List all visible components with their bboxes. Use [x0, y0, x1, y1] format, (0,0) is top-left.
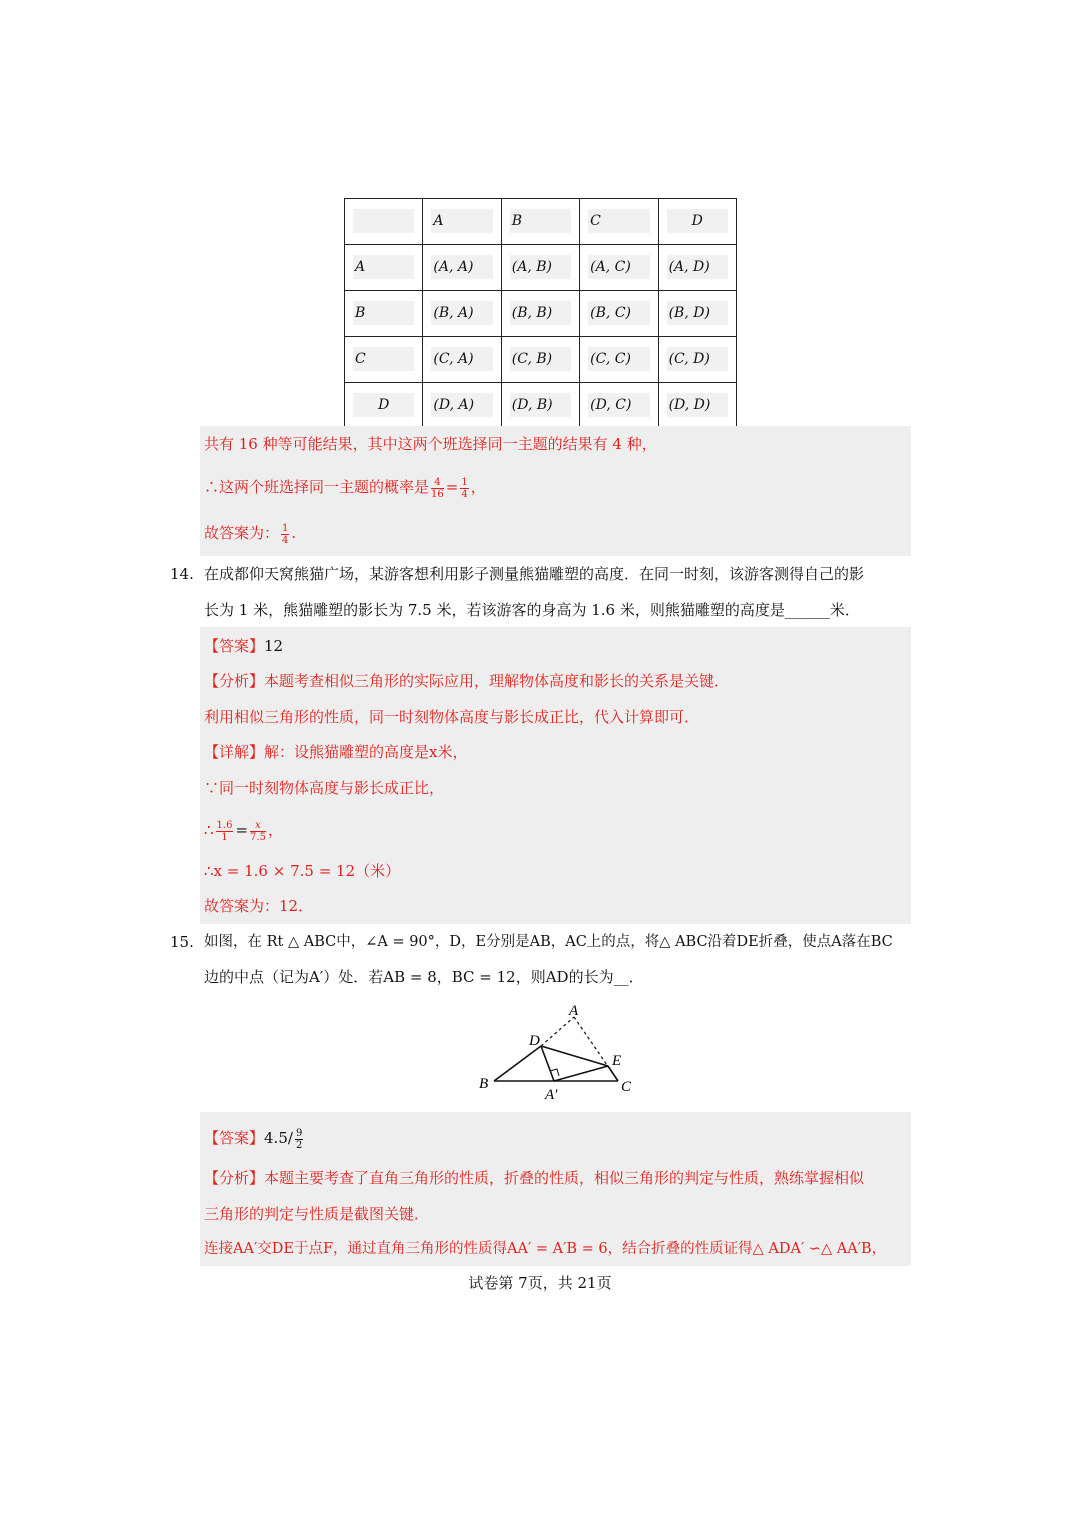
table-cell: (C, D): [658, 337, 736, 383]
segment-a-prime-e: [554, 1066, 608, 1081]
table-cell: (D, D): [658, 383, 736, 429]
table-cell: (A, D): [658, 245, 736, 291]
q14-analysis-line2: 利用相似三角形的性质，同一时刻物体高度与影长成正比，代入计算即可．: [204, 708, 700, 726]
fraction: $\frac{1.6}{1}$: [216, 819, 233, 843]
side-bd: [494, 1046, 541, 1081]
label-b: B: [479, 1076, 489, 1092]
page-footer: 试卷第 7页，共 21页: [468, 1274, 612, 1292]
q15-number: 15.: [170, 933, 194, 951]
table-cell: (B, A): [423, 291, 501, 337]
table-cell: (D, C): [580, 383, 658, 429]
table-cell: (D, B): [501, 383, 579, 429]
table-cell: C: [580, 199, 658, 245]
table-cell: (B, D): [658, 291, 736, 337]
q14-number: 14.: [170, 565, 194, 583]
q14-detail: 【详解】解：设熊猫雕塑的高度是x米，: [204, 743, 468, 761]
table-header-row: [345, 199, 737, 245]
table-row: [345, 383, 737, 429]
table-cell: A: [423, 199, 501, 245]
table-cell: (A, A): [423, 245, 501, 291]
fraction: $\frac{1}{4}$: [282, 522, 289, 546]
label-d: D: [529, 1033, 540, 1049]
table-cell: B: [345, 291, 423, 337]
triangle-figure: [470, 1000, 640, 1105]
table-cell: (C, A): [423, 337, 501, 383]
q15-stem-line1: 如图，在 Rt △ ABC中，∠A = 90°，D，E分别是AB，AC上的点，将△ ABC沿着DE折叠，使点A落在BC: [204, 934, 893, 950]
fold-line-de: [541, 1046, 608, 1066]
q14-stem-line1: 在成都仰天窝熊猫广场，某游客想利用影子测量熊猫雕塑的高度．在同一时刻，该游客测得自己的影: [204, 565, 865, 583]
q15-stem-line2: 边的中点（记为A′）处．若AB = 8，BC = 12，则AD的长为__．: [204, 968, 644, 986]
table-cell: D: [345, 383, 423, 429]
label-c: C: [621, 1079, 632, 1095]
q15-analysis-line2: 三角形的判定与性质是截图关键．: [204, 1205, 430, 1223]
q15-analysis-line3: 连接AA′交DE于点F，通过直角三角形的性质得AA′ = A′B = 6，结合折叠的性质证得△ ADA′ ∽△ AA′B，: [204, 1241, 887, 1257]
label-e: E: [612, 1053, 622, 1069]
table-row: [345, 245, 737, 291]
table-cell: (A, C): [580, 245, 658, 291]
fraction: $\frac{1}{4}$: [461, 476, 468, 500]
q14-final: 故答案为：12．: [204, 897, 314, 915]
q14-because: ∵同一时刻物体高度与影长成正比，: [204, 779, 445, 797]
q14-ratio: ∴ $\frac{1.6}{1}$ = $\frac{x}{7.5}$ ，: [204, 819, 283, 843]
outcome-table: [344, 198, 737, 429]
table-row: [345, 337, 737, 383]
table-cell: (C, B): [501, 337, 579, 383]
q13-line1: 共有 16 种等可能结果，其中这两个班选择同一主题的结果有 4 种，: [204, 435, 657, 453]
table-cell: [345, 199, 423, 245]
segment-da: [541, 1017, 574, 1046]
table-row: [345, 291, 737, 337]
q14-analysis: 【分析】本题考查相似三角形的实际应用，理解物体高度和影长的关系是关键．: [204, 672, 730, 690]
table-cell: (B, B): [501, 291, 579, 337]
table-cell: B: [501, 199, 579, 245]
label-a-prime: A′: [545, 1087, 558, 1103]
table-cell: (C, C): [580, 337, 658, 383]
q14-answer: 【答案】12: [204, 637, 284, 655]
table-cell: (B, C): [580, 291, 658, 337]
fraction: $\frac{9}{2}$: [295, 1127, 303, 1151]
table-cell: (D, A): [423, 383, 501, 429]
q13-line2: ∴这两个班选择同一主题的概率是 $\frac{4}{16}$ = $\frac{1}{4}$ ，: [204, 476, 486, 500]
table-cell: A: [345, 245, 423, 291]
table-cell: D: [658, 199, 736, 245]
segment-da-prime: [541, 1046, 554, 1081]
q13-answer: 故答案为： $\frac{1}{4}$ .: [204, 522, 297, 546]
q14-stem-line2: 长为 1 米，熊猫雕塑的影长为 7.5 米，若该游客的身高为 1.6 米，则熊猫雕塑的高度是______米．: [204, 601, 860, 619]
table-cell: (A, B): [501, 245, 579, 291]
q13-line2-prefix: ∴这两个班选择同一主题的概率是: [204, 478, 430, 496]
table-cell: C: [345, 337, 423, 383]
label-a: A: [569, 1003, 579, 1019]
fraction: $\frac{4}{16}$: [431, 476, 444, 500]
q14-calc: ∴x = 1.6 × 7.5 = 12（米）: [204, 862, 401, 880]
q15-answer: 【答案】4.5/ $\frac{9}{2}$: [204, 1127, 303, 1151]
q15-analysis-line1: 【分析】本题主要考查了直角三角形的性质，折叠的性质，相似三角形的判定与性质，熟练掌握相似: [204, 1169, 865, 1187]
fraction: $\frac{x}{7.5}$: [250, 819, 266, 843]
